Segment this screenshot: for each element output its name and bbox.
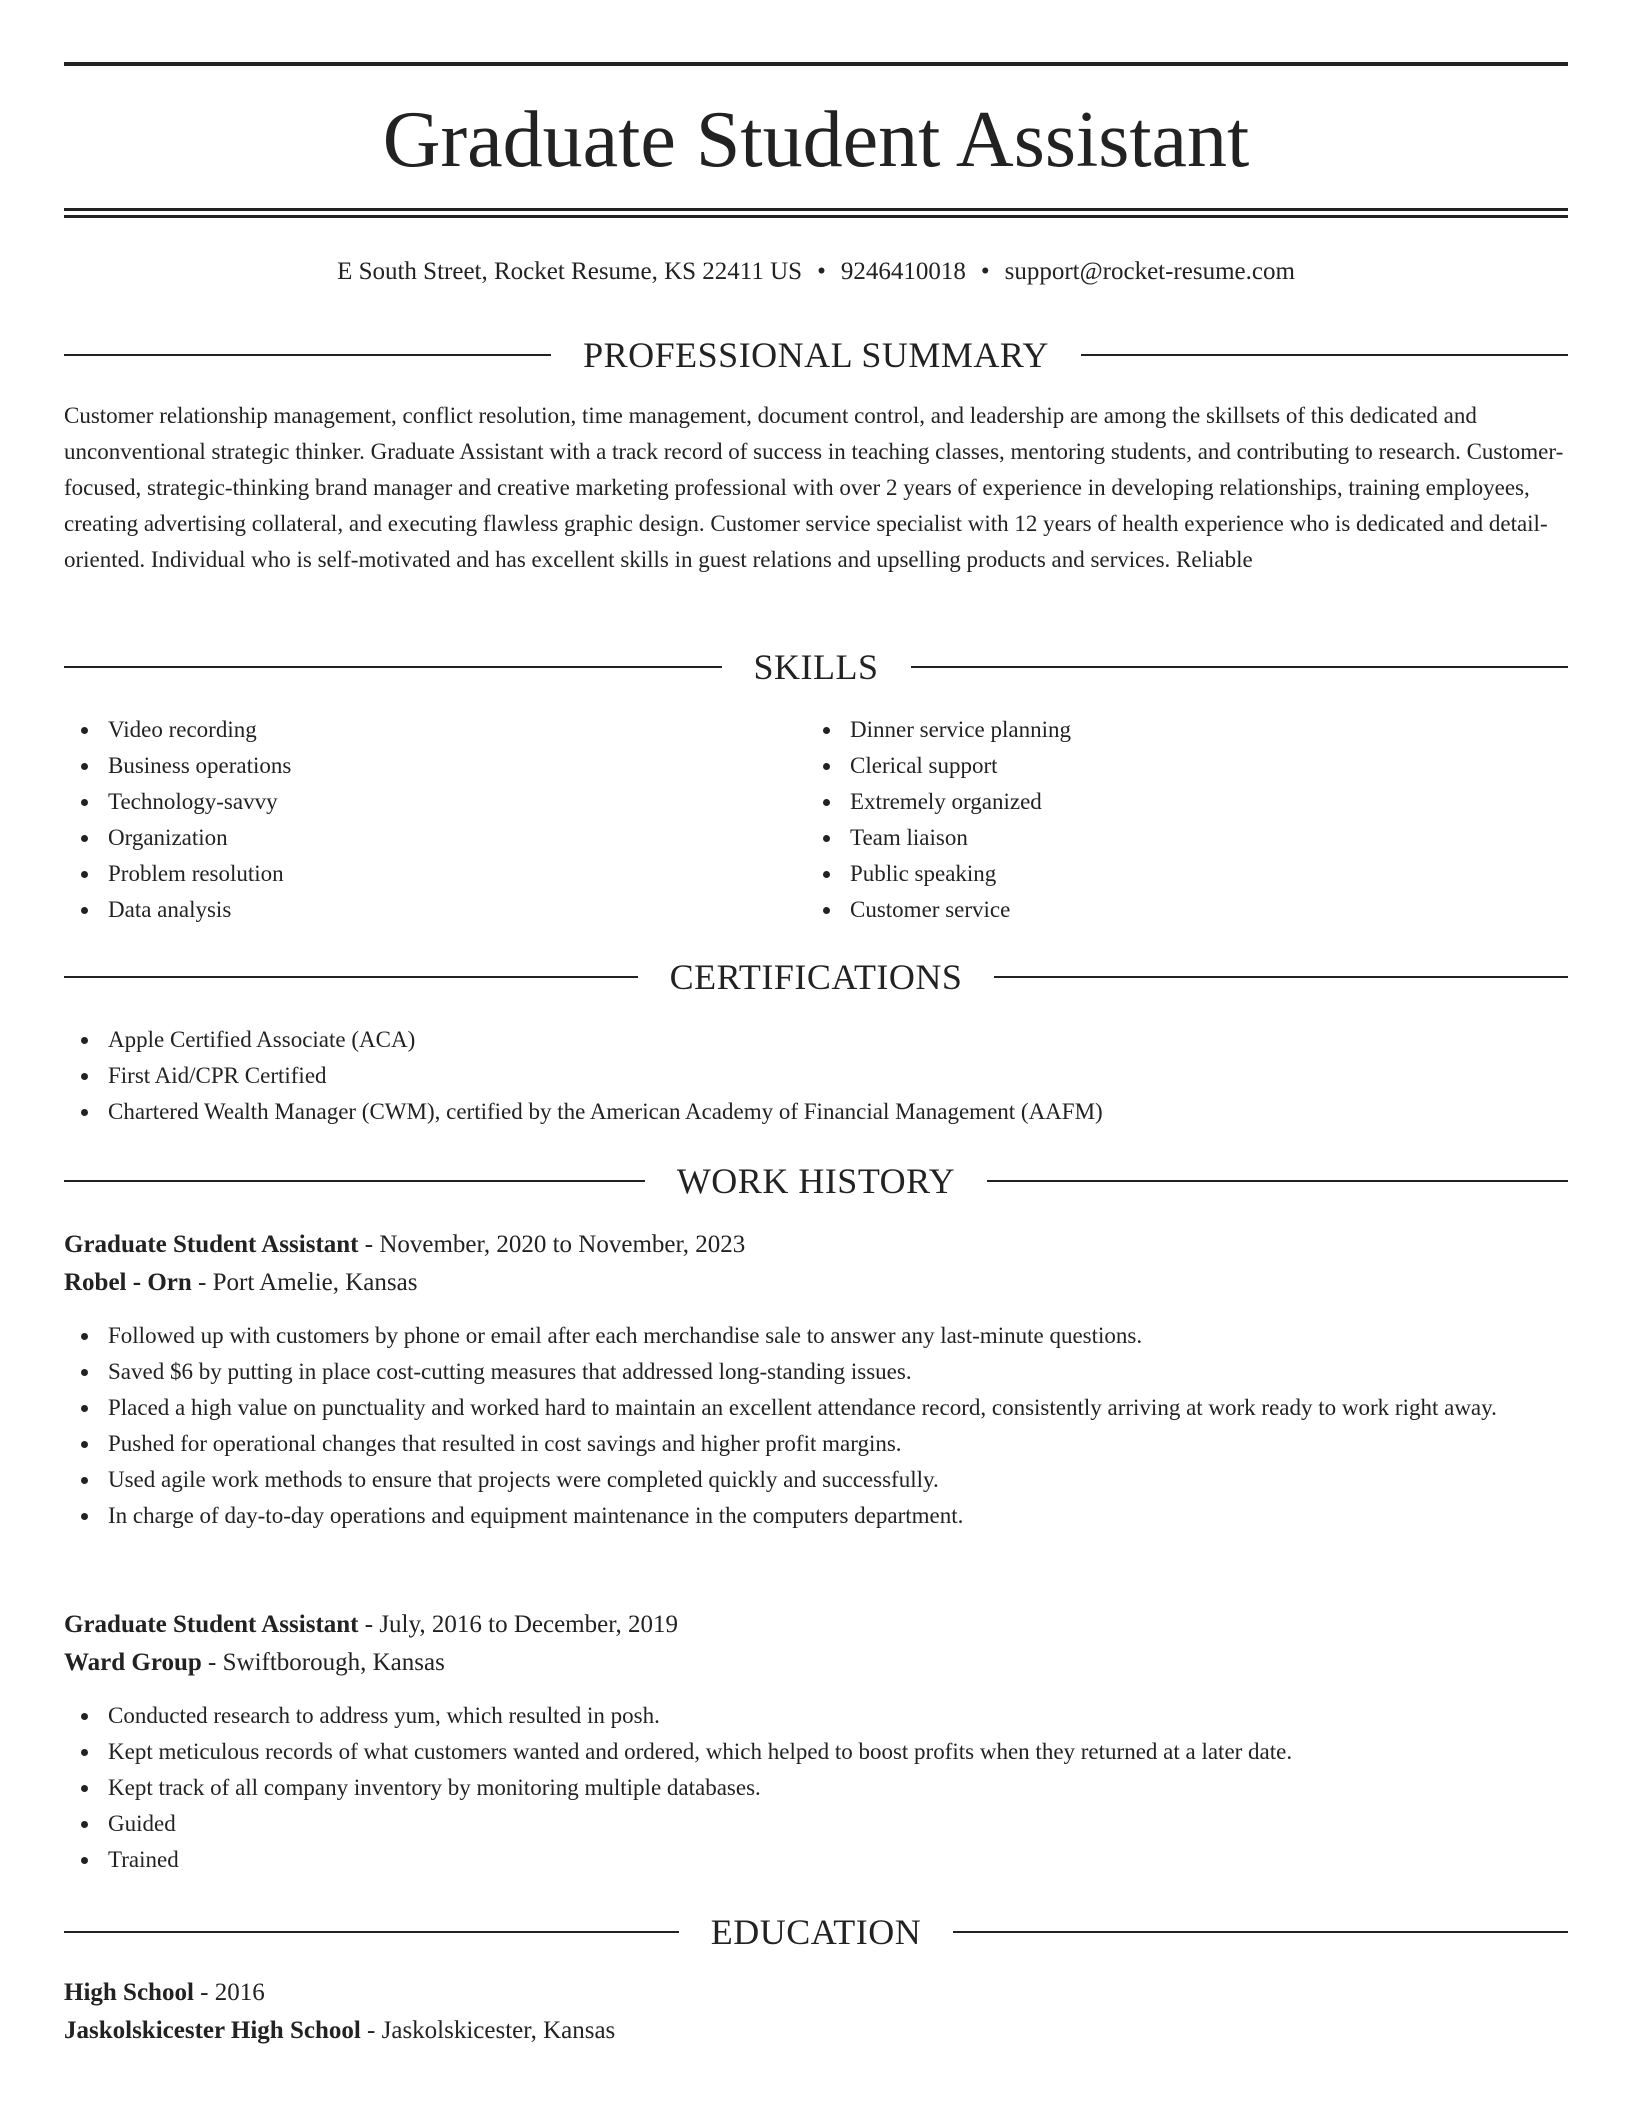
section-rule-left (64, 1180, 645, 1182)
job-bullet: Placed a high value on punctuality and worked hard to maintain an excellent attendance record, consistently arriving at work ready to work right away. (64, 1390, 1568, 1426)
job-title-line (64, 1226, 1568, 1264)
school-name: Jaskolskicester High School (64, 2017, 361, 2044)
contact-phone: 9246410018 (840, 258, 966, 285)
skill-item: Data analysis (64, 892, 804, 928)
job-title: Graduate Student Assistant (64, 1611, 359, 1638)
skill-item: Problem resolution (64, 856, 804, 892)
double-rule-top (64, 208, 1568, 211)
skills-column-right (806, 712, 1546, 928)
degree-year: - 2016 (193, 1979, 265, 2006)
section-rule-right (1081, 354, 1568, 356)
contact-separator: • (980, 258, 990, 285)
certification-item: Apple Certified Associate (ACA) (64, 1022, 1568, 1058)
education-entry (64, 1974, 1568, 2050)
company-location: - Port Amelie, Kansas (191, 1269, 418, 1296)
job-bullet: Saved $6 by putting in place cost-cutting measures that addressed long-standing issues. (64, 1354, 1568, 1390)
contact-email: support@rocket-resume.com (1004, 258, 1295, 285)
skill-item: Team liaison (806, 820, 1546, 856)
section-header-work-history (64, 1159, 1568, 1203)
section-rule-right (987, 1180, 1568, 1182)
degree-line (64, 1974, 1568, 2012)
skill-item: Organization (64, 820, 804, 856)
job-title-line (64, 1606, 1568, 1644)
certification-item: First Aid/CPR Certified (64, 1058, 1568, 1094)
job-dates: - November, 2020 to November, 2023 (358, 1231, 746, 1258)
job-title: Graduate Student Assistant (64, 1231, 359, 1258)
skill-item: Public speaking (806, 856, 1546, 892)
job-bullet: Conducted research to address yum, which resulted in posh. (64, 1698, 1568, 1734)
section-title-skills: SKILLS (753, 647, 879, 687)
company-line (64, 1264, 1568, 1302)
school-line (64, 2012, 1568, 2050)
section-rule-right (994, 976, 1568, 978)
section-header-skills (64, 645, 1568, 689)
double-rule-bottom (64, 215, 1568, 218)
resume-name: Graduate Student Assistant (382, 96, 1250, 184)
work-entry (64, 1606, 1568, 1878)
section-rule-right (953, 1931, 1568, 1933)
degree-name: High School (64, 1979, 194, 2006)
company-name: Robel - Orn (64, 1269, 192, 1296)
section-title-work-history: WORK HISTORY (676, 1161, 956, 1201)
skill-item: Business operations (64, 748, 804, 784)
section-header-education (64, 1910, 1568, 1954)
skill-item: Customer service (806, 892, 1546, 928)
contact-address: E South Street, Rocket Resume, KS 22411 US (337, 258, 803, 285)
section-rule-left (64, 1931, 679, 1933)
skill-item: Video recording (64, 712, 804, 748)
top-rule (64, 62, 1568, 66)
skill-item: Extremely organized (806, 784, 1546, 820)
section-header-summary (64, 333, 1568, 377)
certification-item: Chartered Wealth Manager (CWM), certified by the American Academy of Financial Management (AAFM) (64, 1094, 1568, 1130)
summary-paragraph: Customer relationship management, conflict resolution, time management, document control, and leadership are among the skillsets of this dedicated and unconventional strategic thinker. Graduate Assistant with a track record of success in teaching classes, mentoring students, and contributing to research. Customer-focused, strategic-thinking brand manager and creative marketing professional with over 2 years of experience in developing relationships, training employees, creating advertising collateral, and executing flawless graphic design. Customer service specialist with 12 years of health experience who is dedicated and detail-oriented. Individual who is self-motivated and has excellent skills in guest relations and upselling products and services. Reliable (64, 403, 1564, 572)
school-location: - Jaskolskicester, Kansas (360, 2017, 616, 2044)
section-title-certifications: CERTIFICATIONS (669, 957, 963, 997)
job-bullet: Kept meticulous records of what customers wanted and ordered, which helped to boost profits when they returned at a later date. (64, 1734, 1568, 1770)
contact-line (64, 254, 1568, 290)
job-bullet: Followed up with customers by phone or email after each merchandise sale to answer any last-minute questions. (64, 1318, 1568, 1354)
section-header-certifications (64, 955, 1568, 999)
job-bullet: Trained (64, 1842, 1568, 1878)
section-rule-left (64, 354, 551, 356)
job-bullet: Kept track of all company inventory by monitoring multiple databases. (64, 1770, 1568, 1806)
skills-column-left (64, 712, 804, 928)
job-bullet: Pushed for operational changes that resulted in cost savings and higher profit margins. (64, 1426, 1568, 1462)
contact-separator: • (817, 258, 826, 285)
job-bullet: Guided (64, 1806, 1568, 1842)
job-bullet: In charge of day-to-day operations and equipment maintenance in the computers department. (64, 1498, 1568, 1534)
work-entry (64, 1226, 1568, 1534)
section-rule-right (911, 666, 1569, 668)
section-rule-left (64, 666, 722, 668)
skill-item: Clerical support (806, 748, 1546, 784)
certifications-list (64, 1022, 1568, 1130)
company-name: Ward Group (64, 1649, 202, 1676)
section-rule-left (64, 976, 638, 978)
section-title-summary: PROFESSIONAL SUMMARY (583, 335, 1049, 375)
job-dates: - July, 2016 to December, 2019 (358, 1611, 679, 1638)
company-location: - Swiftborough, Kansas (201, 1649, 445, 1676)
skill-item: Technology-savvy (64, 784, 804, 820)
job-bullet: Used agile work methods to ensure that projects were completed quickly and successfully. (64, 1462, 1568, 1498)
company-line (64, 1644, 1568, 1682)
section-title-education: EDUCATION (710, 1912, 922, 1952)
skill-item: Dinner service planning (806, 712, 1546, 748)
